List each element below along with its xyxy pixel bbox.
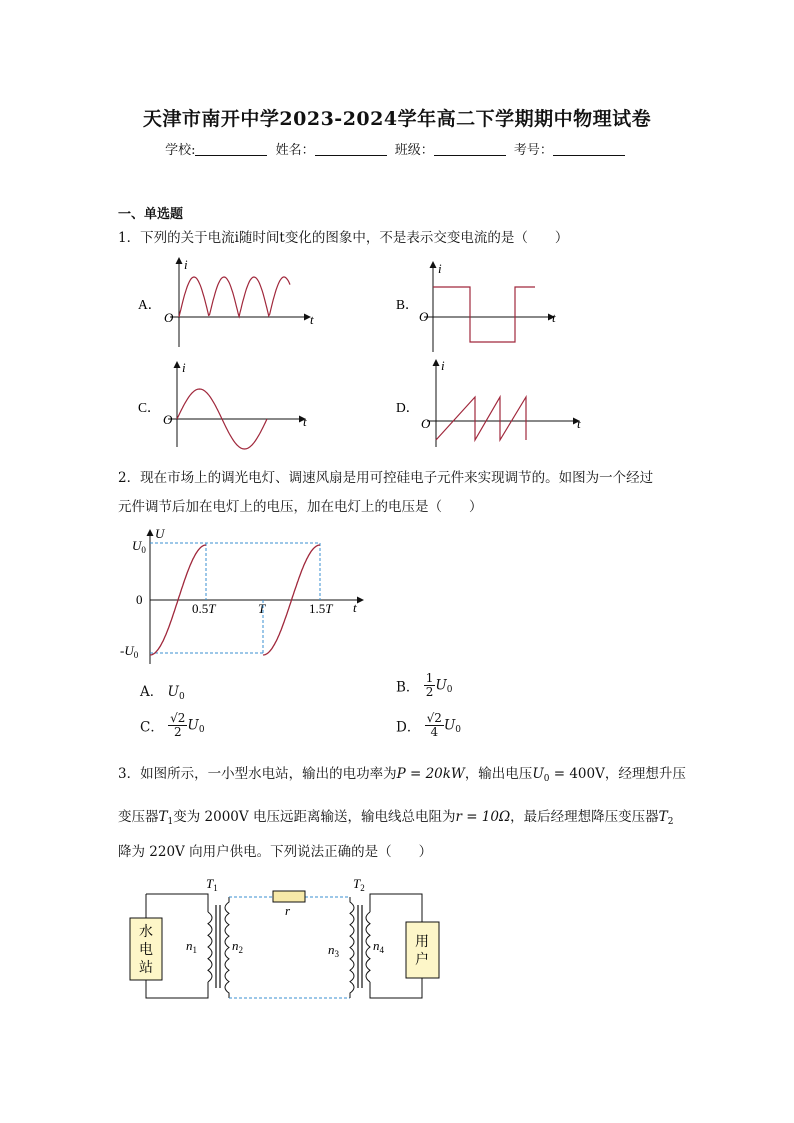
q2-tick-0.5T: 0.5T <box>192 601 216 616</box>
coil-n2 <box>225 897 229 998</box>
q2-voltage-graph <box>110 524 380 669</box>
q2-text-line2: 元件调节后加在电灯上的电压，加在电灯上的电压是（ ） <box>118 499 483 515</box>
q2-text-line1: 2．现在市场上的调光电灯、调速风扇是用可控硅电子元件来实现调节的。如图为一个经过 <box>118 470 654 486</box>
coil-n4 <box>366 912 370 982</box>
q1a-t-label: t <box>310 312 314 327</box>
q1a-rectified-wave <box>179 277 290 317</box>
station-char-2: 电 <box>139 943 153 958</box>
station-char-3: 站 <box>139 961 153 976</box>
t1-label: $T_1$ <box>206 876 218 893</box>
exam-no-label: 考号： <box>513 143 553 158</box>
user-char-2: 户 <box>415 953 429 968</box>
q1-option-c-label[interactable]: C． <box>138 400 161 415</box>
q1-text: 1．下列的关于电流i随时间t变化的图象中，不是表示交变电流的是（ ） <box>118 230 569 246</box>
q1b-square-wave <box>433 287 535 342</box>
q1d-i-label: i <box>441 358 445 373</box>
q1c-origin: O <box>163 412 173 427</box>
student-info <box>0 139 794 158</box>
q3-text-line2: 变压器$T_1$变为 2000V 电压远距离输送，输电线总电阻为r = 10Ω，最后经理想降压变压器$T_2$ <box>118 809 674 827</box>
q1b-origin: O <box>419 309 429 324</box>
n4-label: $n_4$ <box>373 938 384 955</box>
exam-no-blank[interactable] <box>553 143 625 156</box>
q1a-i-label: i <box>184 257 188 272</box>
section-heading: 一、单选题 <box>118 207 184 222</box>
q2-tick-T: T <box>258 601 266 616</box>
q2-u0-label: $U_0$ <box>132 538 146 555</box>
q1b-i-label: i <box>438 261 442 276</box>
q1d-sawtooth-wave <box>436 397 526 440</box>
page-title: 天津市南开中学2023-2024学年高二下学期期中物理试卷 <box>142 108 652 130</box>
q1b-t-label: t <box>552 310 556 325</box>
q1d-origin: O <box>421 416 431 431</box>
resistor-label: r <box>285 903 291 918</box>
q2-zero-label: 0 <box>136 592 143 607</box>
q3-text-line3: 降为 220V 向用户供电。下列说法正确的是（ ） <box>118 844 433 860</box>
user-box <box>406 922 439 978</box>
school-blank[interactable] <box>195 143 267 156</box>
q1-figures <box>130 252 730 452</box>
class-blank[interactable] <box>434 143 506 156</box>
q2-option-b[interactable]: B． $\frac{1}{2}$ $U_0$ <box>396 671 453 699</box>
q2-t-label: t <box>353 600 357 615</box>
q1-option-d-label[interactable]: D． <box>396 400 420 415</box>
q2-neg-u0-label: $-U_0$ <box>120 643 139 660</box>
q1a-origin: O <box>164 310 174 325</box>
q3-circuit-diagram <box>118 870 458 1005</box>
name-blank[interactable] <box>315 143 387 156</box>
coil-n1 <box>208 912 212 982</box>
q1c-t-label: t <box>303 414 307 429</box>
q1c-i-label: i <box>182 360 186 375</box>
user-char-1: 用 <box>415 935 429 950</box>
school-label: 学校: <box>165 143 196 158</box>
q1-option-a-label[interactable]: A． <box>138 297 162 312</box>
resistor-r <box>273 891 305 902</box>
name-label: 姓名： <box>275 143 315 158</box>
q2-option-d[interactable]: D． $\frac{√2}{4}$ $U_0$ <box>396 711 462 739</box>
q3-text-line1: 3．如图所示，一小型水电站，输出的电功率为P = 20kW，输出电压$U_0 = 400V$，经理想升压 <box>118 766 686 784</box>
t2-label: $T_2$ <box>353 876 365 893</box>
q2-option-c[interactable]: C． $\frac{√2}{2}$ $U_0$ <box>140 711 205 739</box>
n2-label: $n_2$ <box>232 938 243 955</box>
n1-label: $n_1$ <box>186 938 197 955</box>
q2-option-a[interactable]: A． $U_0$ <box>140 684 185 702</box>
q1d-t-label: t <box>577 416 581 431</box>
q1-option-b-label[interactable]: B． <box>396 297 419 312</box>
q2-u-label: U <box>155 526 165 541</box>
q2-dashed-guides <box>150 543 320 653</box>
q2-tick-1.5T: 1.5T <box>309 601 333 616</box>
station-char-1: 水 <box>139 925 153 940</box>
n3-label: $n_3$ <box>328 942 339 959</box>
coil-n3 <box>350 897 354 998</box>
class-label: 班级： <box>394 143 434 158</box>
